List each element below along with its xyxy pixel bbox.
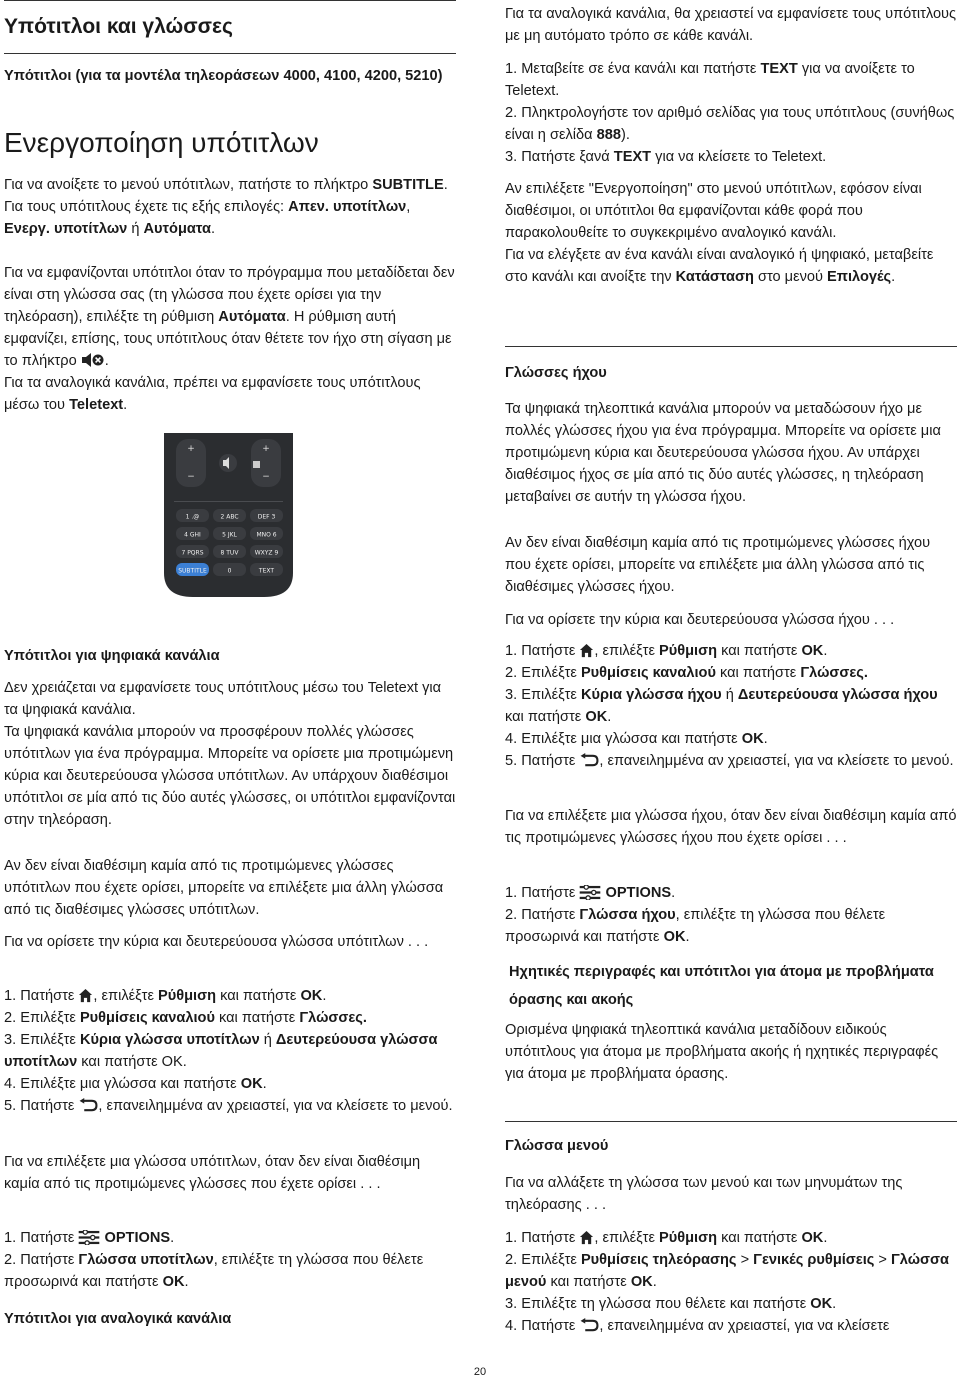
menu-language-steps: 1. Πατήστε , επιλέξτε Ρύθμιση και πατήστε OK. 2. Επιλέξτε Ρυθμίσεις τηλεόρασης > Γενικές ρυθμίσεις > Γλώσσα μενού και πατήστε OK. 3. Επιλέξτε τη γλώσσα που θέλετε και πατήστε OK. 4. Πατήστε , επανειλημμένα αν χρειαστεί, για να κλείσετε xyxy=(505,1230,949,1334)
models-heading: Υπότιτλοι (για τα μοντέλα τηλεοράσεων 4000, 4100, 4200, 5210) xyxy=(4,68,443,84)
temp-subtitle-language-intro: Για να επιλέξετε μια γλώσσα υπότιτλων, όταν δεν είναι διαθέσιμη καμία από τις προτιμώμενες γλώσσες που έχετε ορίσει . . . xyxy=(4,1154,421,1192)
analog-heading: Υπότιτλοι για αναλογικά κανάλια xyxy=(4,1311,232,1327)
remote-key-label: WXYZ 9 xyxy=(254,549,279,557)
svg-text:+: + xyxy=(262,444,270,454)
check-channel-paragraph: Για να ελέγξετε αν ένα κανάλι είναι αναλογικό ή ψηφιακό, μεταβείτε στο κανάλι και ανοίξτε την Κατάσταση στο μενού Επιλογές. xyxy=(505,247,934,285)
back-icon xyxy=(579,1318,599,1333)
home-icon xyxy=(579,643,594,658)
audio-language-steps: 1. Πατήστε , επιλέξτε Ρύθμιση και πατήστε OK. 2. Επιλέξτε Ρυθμίσεις καναλιού και πατήστε Γλώσσες. 3. Επιλέξτε Κύρια γλώσσα ήχου ή Δευτερεύουσα γλώσσα ήχου και πατήστε OK. 4. Επιλέξτε μια γλώσσα και πατήστε OK. 5. Πατήστε , επανειλημμένα αν χρειαστεί, για να κλείσετε το μενού. xyxy=(505,643,954,769)
remote-key-label: 5 JKL xyxy=(222,531,237,539)
digital-paragraph-1: Δεν χρειάζεται να εμφανίσετε τους υπότιτλους μέσω του Teletext για τα ψηφιακά κανάλια. xyxy=(4,680,442,718)
remote-key-label: 2 ABC xyxy=(220,513,239,521)
options-icon xyxy=(579,885,601,900)
analog-steps: 1. Μεταβείτε σε ένα κανάλι και πατήστε TEXT για να ανοίξετε το Teletext. 2. Πληκτρολογήστε τον αριθμό σελίδας για τους υπότιτλους (συνήθως είναι η σελίδα 888). 3. Πατήστε ξανά TEXT για να κλείσετε το Teletext. xyxy=(505,61,955,165)
divider xyxy=(4,53,456,54)
remote-key-label: 7 PQRS xyxy=(181,549,204,557)
menu-language-intro: Για να αλλάξετε τη γλώσσα των μενού και των μηνυμάτων της τηλεόρασης . . . xyxy=(505,1175,903,1213)
mute-icon xyxy=(81,352,105,368)
remote-key-label: 1 .@ xyxy=(185,513,200,521)
back-icon xyxy=(78,1098,98,1113)
audio-temp-steps: 1. Πατήστε OPTIONS. 2. Πατήστε Γλώσσα ήχου, επιλέξτε τη γλώσσα που θέλετε προσωρινά και πατήστε OK. xyxy=(505,885,886,945)
menu-language-heading: Γλώσσα μενού xyxy=(505,1138,609,1154)
home-icon xyxy=(78,988,93,1003)
audio-temp-intro: Για να επιλέξετε μια γλώσσα ήχου, όταν δεν είναι διαθέσιμη καμία από τις προτιμώμενες γλώσσες ήχου που έχετε ορίσει . . . xyxy=(505,808,957,846)
analog-intro: Για τα αναλογικά κανάλια, θα χρειαστεί να εμφανίσετε τους υπότιτλους με μη αυτόματο τρόπο σε κάθε κανάλι. xyxy=(505,6,957,44)
audio-heading: Γλώσσες ήχου xyxy=(505,365,607,381)
svg-text:+: + xyxy=(187,444,195,454)
digital-paragraph-2: Τα ψηφιακά κανάλια μπορούν να προσφέρουν πολλές γλώσσες υπότιτλων για ένα πρόγραμμα. Μπορείτε να ορίσετε μια προτιμώμενη κύρια και δευτερεύουσα γλώσσα υπότιτλων. Αν υπάρχουν διαθέσιμοι υπότιτλοι σε μία από τις δύο αυτές γλώσσες, οι υπότιτλοι εμφανίζονται στην τηλεόραση. xyxy=(4,724,456,828)
subtitle-language-steps: 1. Πατήστε , επιλέξτε Ρύθμιση και πατήστε OK. 2. Επιλέξτε Ρυθμίσεις καναλιού και πατήστε Γλώσσες. 3. Επιλέξτε Κύρια γλώσσα υποτίτλων ή Δευτερεύουσα γλώσσα υποτίτλων και πατήστε OK. 4. Επιλέξτε μια γλώσσα και πατήστε OK. 5. Πατήστε , επανειλημμένα αν χρειαστεί, για να κλείσετε το μενού. xyxy=(4,988,453,1114)
remote-key-label: 4 GHI xyxy=(184,531,201,539)
audio-paragraph-2: Αν δεν είναι διαθέσιμη καμία από τις προτιμώμενες γλώσσες ήχου που έχετε ορίσει, μπορείτε να επιλέξετε μια άλλη γλώσσα από τις διαθέσιμες γλώσσες ήχου. xyxy=(505,535,931,595)
options-icon xyxy=(78,1230,100,1245)
paragraph-auto-subtitles: Για να εμφανίζονται υπότιτλοι όταν το πρόγραμμα που μεταδίδεται δεν είναι στη γλώσσα σας (τη γλώσσα που έχετε ορίσει για την τηλεόραση), επιλέξτε τη ρύθμιση Αυτόματα. Η ρύθμιση αυτή εμφανίζει, επίσης, τους υπότιτλους όταν θέτετε τον ήχο στη σίγαση με το πλήκτρο . Για τα αναλογικά κανάλια, πρέπει να εμφανίσετε τους υπότιτλους μέσω του Teletext. xyxy=(4,265,455,413)
temp-subtitle-language-steps: 1. Πατήστε OPTIONS. 2. Πατήστε Γλώσσα υποτίτλων, επιλέξτε τη γλώσσα που θέλετε προσωρινά και πατήστε OK. xyxy=(4,1230,424,1290)
audio-description-paragraph: Ορισμένα ψηφιακά τηλεοπτικά κανάλια μεταδίδουν ειδικούς υπότιτλους για άτομα με προβλήματα ακοής ή ηχητικές περιγραφές για άτομα με προβλήματα όρασης. xyxy=(505,1022,939,1082)
remote-key-label: 8 TUV xyxy=(220,549,239,557)
audio-paragraph-1: Τα ψηφιακά τηλεοπτικά κανάλια μπορούν να μεταδώσουν ήχο με πολλές γλώσσες ήχου για ένα πρόγραμμα. Μπορείτε να ορίσετε μια προτιμώμενη κύρια και δευτερεύουσα γλώσσα ήχου. Αν υπάρχει διαθέσιμος ήχος σε μία από τις δύο αυτές γλώσσες, η τηλεόραση μεταβαίνει σε αυτήν τη γλώσσα ήχου. xyxy=(505,401,941,505)
audio-description-heading: Ηχητικές περιγραφές και υπότιτλοι για άτομα με προβλήματα όρασης και ακοής xyxy=(509,964,934,1008)
page-number: 20 xyxy=(473,1366,487,1378)
remote-key-label: MNO 6 xyxy=(256,531,277,539)
back-icon xyxy=(579,753,599,768)
divider xyxy=(505,346,957,347)
remote-key-label: TEXT xyxy=(258,567,275,575)
remote-key-label: DEF 3 xyxy=(257,513,276,521)
home-icon xyxy=(579,1230,594,1245)
remote-control-image xyxy=(164,433,293,597)
svg-text:−: − xyxy=(187,472,195,482)
digital-heading: Υπότιτλοι για ψηφιακά κανάλια xyxy=(4,648,220,664)
paragraph-subtitle-menu: Για να ανοίξετε το μενού υπότιτλων, πατήστε το πλήκτρο SUBTITLE. Για τους υπότιτλους έχετε τις εξής επιλογές: Απεν. υποτίτλων, Ενεργ. υποτίτλων ή Αυτόματα. xyxy=(4,177,448,237)
main-heading: Ενεργοποίηση υπότιτλων xyxy=(4,127,319,158)
remote-key-label: 0 xyxy=(227,567,232,575)
svg-text:−: − xyxy=(262,472,270,482)
divider xyxy=(505,1121,957,1122)
digital-paragraph-3: Αν δεν είναι διαθέσιμη καμία από τις προτιμώμενες γλώσσες υπότιτλων που έχετε ορίσει, μπορείτε να επιλέξετε μια άλλη γλώσσα από τις διαθέσιμες γλώσσες υπότιτλων. xyxy=(4,858,444,918)
set-subtitle-language-intro: Για να ορίσετε την κύρια και δευτερεύουσα γλώσσα υπότιτλων . . . xyxy=(4,934,429,950)
subtitle-on-paragraph: Αν επιλέξετε "Ενεργοποίηση" στο μενού υπότιτλων, εφόσον είναι διαθέσιμοι, οι υπότιτλοι θα εμφανίζονται κάθε φορά που παρακολουθείτε το συγκεκριμένο αναλογικό κανάλι. xyxy=(505,181,922,241)
remote-key-label: SUBTITLE xyxy=(178,567,207,575)
section-title: Υπότιτλοι και γλώσσες xyxy=(4,15,233,38)
audio-set-intro: Για να ορίσετε την κύρια και δευτερεύουσα γλώσσα ήχου . . . xyxy=(505,612,895,628)
